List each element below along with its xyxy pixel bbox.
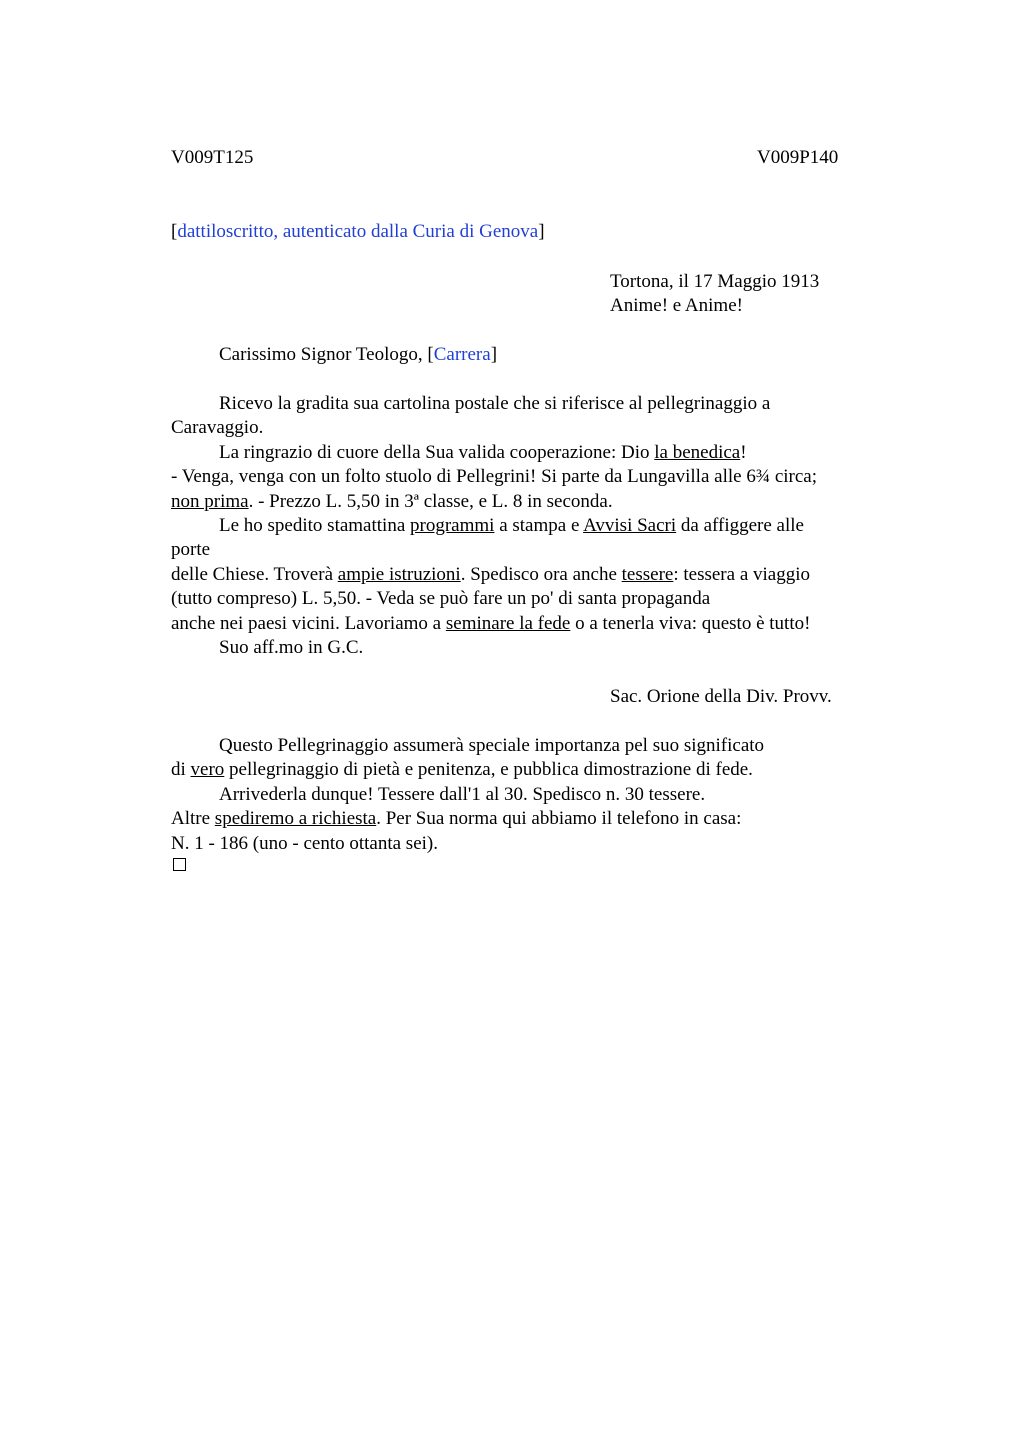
postscript-line-2-a: di bbox=[171, 759, 191, 780]
body-line-10-a: anche nei paesi vicini. Lavoriamo a bbox=[171, 613, 446, 634]
body-line-3-underlined: la benedica bbox=[654, 442, 741, 463]
body-line-5 bbox=[171, 490, 613, 514]
body-line-9: (tutto compreso) L. 5,50. - Veda se può fare un po' di santa propaganda bbox=[171, 588, 711, 609]
body-line-10-underlined: seminare la fede bbox=[445, 613, 571, 634]
postscript-line-1: Questo Pellegrinaggio assumerà speciale importanza pel suo significato bbox=[219, 735, 765, 756]
body-line-8 bbox=[171, 563, 810, 587]
body-line-8-underlined-2: tessere bbox=[621, 564, 674, 585]
body-line-8-c: : tessera a viaggio bbox=[673, 564, 810, 585]
note-open-bracket: [ bbox=[171, 221, 178, 242]
dateline-motto: Anime! e Anime! bbox=[610, 295, 743, 316]
dateline-place-date: Tortona, il 17 Maggio 1913 bbox=[610, 271, 820, 292]
body-line-6-underlined-1: programmi bbox=[410, 515, 495, 536]
header-right-code: V009P140 bbox=[757, 147, 839, 168]
end-marker-box-icon bbox=[173, 858, 186, 871]
body-line-7: porte bbox=[171, 539, 211, 560]
body-line-10-b: o a tenerla viva: questo è tutto! bbox=[570, 613, 811, 634]
body-line-6-a: Le ho spedito stamattina bbox=[219, 515, 411, 536]
salutation-name: Carrera bbox=[433, 344, 491, 365]
postscript-line-5: N. 1 - 186 (uno - cento ottanta sei). bbox=[171, 833, 438, 854]
postscript-line-4 bbox=[171, 807, 741, 831]
body-line-8-underlined-1: ampie istruzioni bbox=[337, 564, 461, 585]
body-line-6-b: a stampa e bbox=[494, 515, 584, 536]
postscript-line-2 bbox=[171, 758, 753, 782]
body-line-3-b: ! bbox=[740, 442, 747, 463]
body-line-8-b: . Spedisco ora anche bbox=[460, 564, 622, 585]
salutation-close-bracket: ] bbox=[490, 344, 498, 365]
postscript-line-4-a: Altre bbox=[171, 808, 215, 829]
postscript-line-2-underlined: vero bbox=[190, 759, 225, 780]
note-close-bracket: ] bbox=[538, 221, 545, 242]
body-line-6-c: da affiggere alle bbox=[676, 515, 804, 536]
body-line-11: Suo aff.mo in G.C. bbox=[219, 637, 364, 658]
body-line-6 bbox=[219, 514, 804, 538]
note-text: dattiloscritto, autenticato dalla Curia di Genova bbox=[177, 221, 539, 242]
body-line-3 bbox=[219, 441, 747, 465]
body-line-10 bbox=[171, 612, 810, 636]
body-line-8-a: delle Chiese. Troverà bbox=[171, 564, 338, 585]
body-line-5-b: . - Prezzo L. 5,50 in 3ª classe, e L. 8 in seconda. bbox=[248, 491, 613, 512]
header-left-code: V009T125 bbox=[171, 147, 254, 168]
body-line-3-a: La ringrazio di cuore della Sua valida cooperazione: Dio bbox=[219, 442, 655, 463]
salutation bbox=[219, 343, 497, 367]
editorial-note bbox=[171, 220, 545, 244]
signature: Sac. Orione della Div. Provv. bbox=[610, 686, 832, 707]
postscript-line-3: Arrivederla dunque! Tessere dall'1 al 30. Spedisco n. 30 tessere. bbox=[219, 784, 706, 805]
body-line-2: Caravaggio. bbox=[171, 417, 264, 438]
body-line-1: Ricevo la gradita sua cartolina postale che si riferisce al pellegrinaggio a bbox=[219, 393, 771, 414]
body-line-4: - Venga, venga con un folto stuolo di Pellegrini! Si parte da Lungavilla alle 6¾ circa; bbox=[171, 466, 817, 487]
salutation-open-bracket: [ bbox=[427, 344, 434, 365]
postscript-line-4-b: . Per Sua norma qui abbiamo il telefono in casa: bbox=[376, 808, 742, 829]
salutation-text: Carissimo Signor Teologo, bbox=[219, 344, 428, 365]
body-line-6-underlined-2: Avvisi Sacri bbox=[583, 515, 677, 536]
body-line-5-underlined: non prima bbox=[171, 491, 249, 512]
postscript-line-4-underlined: spediremo a richiesta bbox=[214, 808, 377, 829]
postscript-line-2-b: pellegrinaggio di pietà e penitenza, e pubblica dimostrazione di fede. bbox=[224, 759, 753, 780]
